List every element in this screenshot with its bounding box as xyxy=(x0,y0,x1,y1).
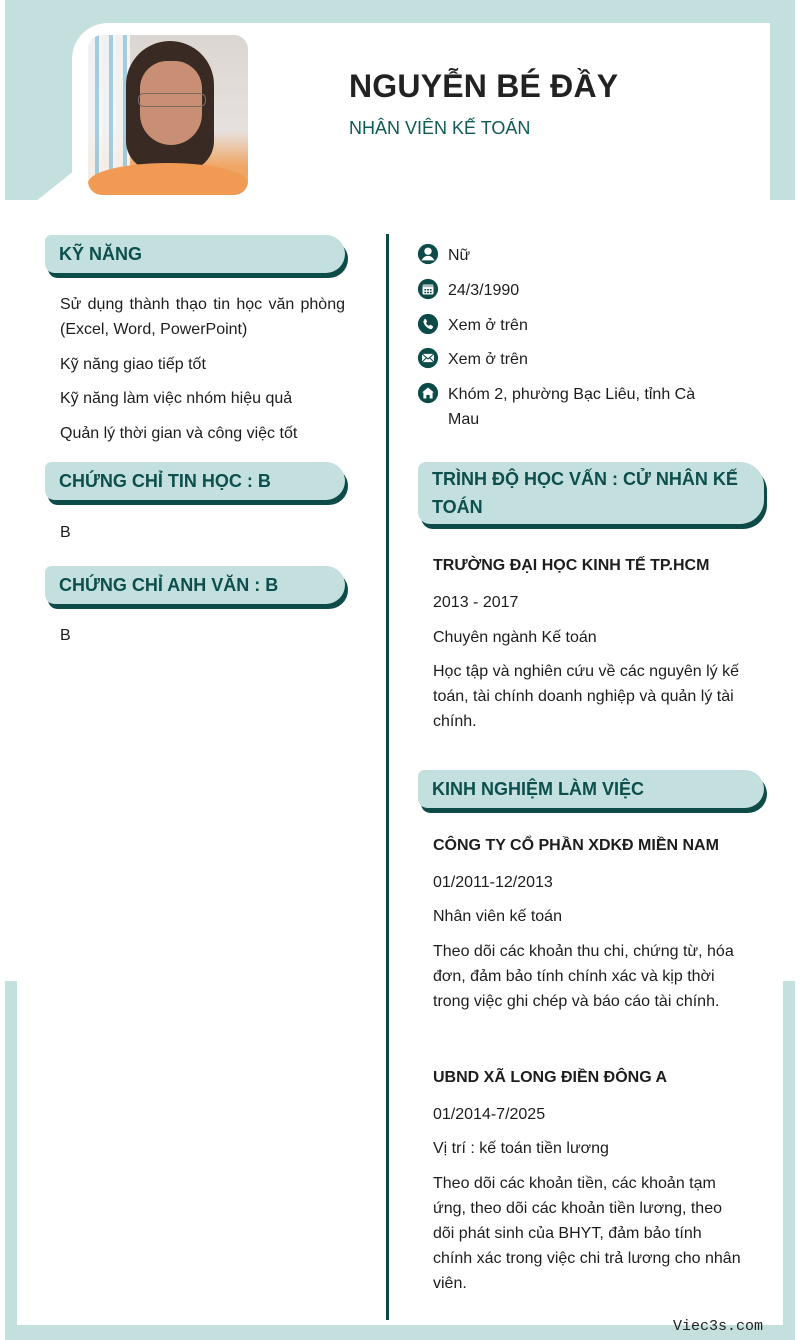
experience-position: Nhân viên kế toán xyxy=(433,908,562,925)
birthdate-value: 24/3/1990 xyxy=(448,282,520,299)
photo-shirt xyxy=(88,163,248,195)
experience-description: Theo dõi các khoản tiền, các khoản tạm ứng, theo dõi các khoản tiền lương, theo dõi phát sinh của BHYT, đảm bảo tính chính xác trong việc chi trả lương cho nhân viên. xyxy=(433,1175,741,1292)
skill-item: Kỹ năng giao tiếp tốt xyxy=(60,356,206,373)
experience-description: Theo dõi các khoản thu chi, chứng từ, hóa đơn, đảm bảo tính chính xác và kịp thời trong việc ghi chép và báo cáo tài chính. xyxy=(433,943,734,1010)
experience-company: UBND XÃ LONG ĐIỀN ĐÔNG A xyxy=(433,1069,668,1086)
gender-value: Nữ xyxy=(448,247,471,264)
user-icon xyxy=(417,243,439,265)
left-border-decoration xyxy=(5,981,17,1340)
phone-icon xyxy=(417,313,439,335)
watermark: Viec3s.com xyxy=(673,1318,764,1335)
experience-company: CÔNG TY CỔ PHẦN XDKĐ MIỀN NAM xyxy=(433,837,719,854)
skill-item: Kỹ năng làm việc nhóm hiệu quả xyxy=(60,390,293,407)
contact-gender xyxy=(417,243,470,268)
skill-item: Quản lý thời gian và công việc tốt xyxy=(60,425,298,442)
email-value: Xem ở trên xyxy=(448,351,528,368)
education-major: Chuyên ngành Kế toán xyxy=(433,629,597,646)
home-icon xyxy=(417,382,439,404)
education-description: Học tập và nghiên cứu về các nguyên lý kế toán, tài chính doanh nghiệp và quản lý tài chính. xyxy=(433,663,739,730)
contact-address xyxy=(417,382,717,432)
calendar-icon xyxy=(417,278,439,300)
contact-birthdate xyxy=(417,278,519,303)
phone-value: Xem ở trên xyxy=(448,317,528,334)
experience-period: 01/2014-7/2025 xyxy=(433,1106,546,1123)
section-header-it-certificate: CHỨNG CHỈ TIN HỌC : B xyxy=(45,462,345,500)
english-certificate-value: B xyxy=(60,627,71,644)
candidate-name: NGUYỄN BÉ ĐẦY xyxy=(349,68,619,104)
section-header-english-certificate: CHỨNG CHỈ ANH VĂN : B xyxy=(45,566,345,604)
contact-phone xyxy=(417,313,528,338)
experience-position: Vị trí : kế toán tiền lương xyxy=(433,1140,609,1157)
candidate-job-title: NHÂN VIÊN KẾ TOÁN xyxy=(349,118,531,138)
experience-period: 01/2011-12/2013 xyxy=(433,874,553,891)
photo-glasses xyxy=(138,93,206,107)
education-school: TRƯỜNG ĐẠI HỌC KINH TẾ TP.HCM xyxy=(433,557,710,574)
right-border-decoration xyxy=(783,981,795,1340)
contact-email xyxy=(417,347,528,372)
section-header-experience: KINH NGHIỆM LÀM VIỆC xyxy=(418,770,764,808)
column-divider xyxy=(386,234,389,1320)
address-value: Khóm 2, phường Bạc Liêu, tỉnh Cà Mau xyxy=(448,386,696,428)
education-period: 2013 - 2017 xyxy=(433,594,519,611)
skill-item: Sử dụng thành thạo tin học văn phòng (Excel, Word, PowerPoint) xyxy=(60,296,345,338)
email-icon xyxy=(417,347,439,369)
it-certificate-value: B xyxy=(60,524,71,541)
profile-photo xyxy=(88,35,248,195)
section-header-skills: KỸ NĂNG xyxy=(45,235,345,273)
section-header-education: TRÌNH ĐỘ HỌC VẤN : CỬ NHÂN KẾ TOÁN xyxy=(418,462,764,524)
